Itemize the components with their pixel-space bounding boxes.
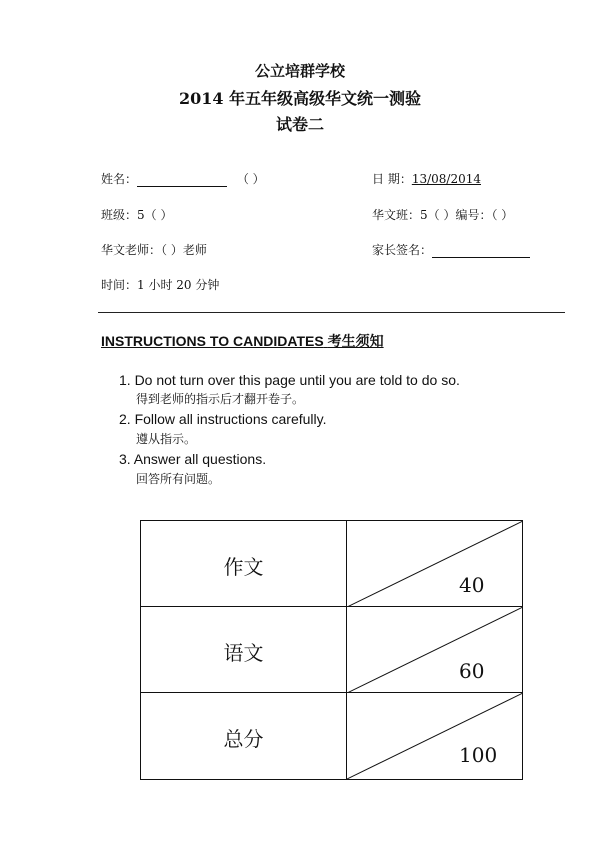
instruction-1-en: 1. Do not turn over this page until you are told to do so. xyxy=(119,372,460,388)
max-score: 100 xyxy=(459,743,498,767)
instruction-3-en: 3. Answer all questions. xyxy=(119,451,267,467)
parent-signature-field xyxy=(372,241,530,258)
name-paren: （ ） xyxy=(236,172,265,186)
score-table xyxy=(140,520,523,780)
max-score: 40 xyxy=(459,573,485,597)
section-label: 作文 xyxy=(223,555,264,579)
max-score: 60 xyxy=(459,659,485,683)
parent-blank xyxy=(432,243,530,258)
date-field xyxy=(372,170,481,187)
instructions-heading xyxy=(101,331,384,351)
school-name: 公立培群学校 xyxy=(254,62,345,80)
chinese-class-field: 华文班：5（ ）编号：（ ） xyxy=(372,208,514,222)
section-label: 总分 xyxy=(223,727,264,751)
instruction-1-zh: 得到老师的指示后才翻开卷子。 xyxy=(136,392,305,406)
parent-label: 家长签名： xyxy=(372,243,433,257)
exam-title: 2014 年五年级高级华文统一测验 xyxy=(178,89,422,108)
teacher-field: 华文老师：（ ）老师 xyxy=(101,243,207,257)
name-label: 姓名： xyxy=(101,172,138,186)
table-row xyxy=(141,521,522,607)
instructions-heading-en: INSTRUCTIONS TO CANDIDATES xyxy=(101,333,324,349)
table-row xyxy=(141,693,522,779)
diagonal-line xyxy=(347,521,523,607)
instruction-2-zh: 遵从指示。 xyxy=(136,432,197,446)
divider xyxy=(98,312,565,313)
instructions-heading-zh: 考生须知 xyxy=(327,334,384,350)
date-label: 日 期： xyxy=(372,172,412,186)
class-field: 班级：5（ ） xyxy=(101,208,173,222)
time-field: 时间：1 小时 20 分钟 xyxy=(101,278,220,292)
date-value: 13/08/2014 xyxy=(411,172,481,186)
name-field xyxy=(101,170,265,187)
instruction-2-en: 2. Follow all instructions carefully. xyxy=(119,411,327,427)
diagonal-line xyxy=(347,607,523,693)
instruction-3-zh: 回答所有问题。 xyxy=(136,472,221,486)
paper-title: 试卷二 xyxy=(275,115,324,134)
table-row xyxy=(141,607,522,693)
section-label: 语文 xyxy=(223,641,264,665)
name-blank xyxy=(137,172,227,187)
